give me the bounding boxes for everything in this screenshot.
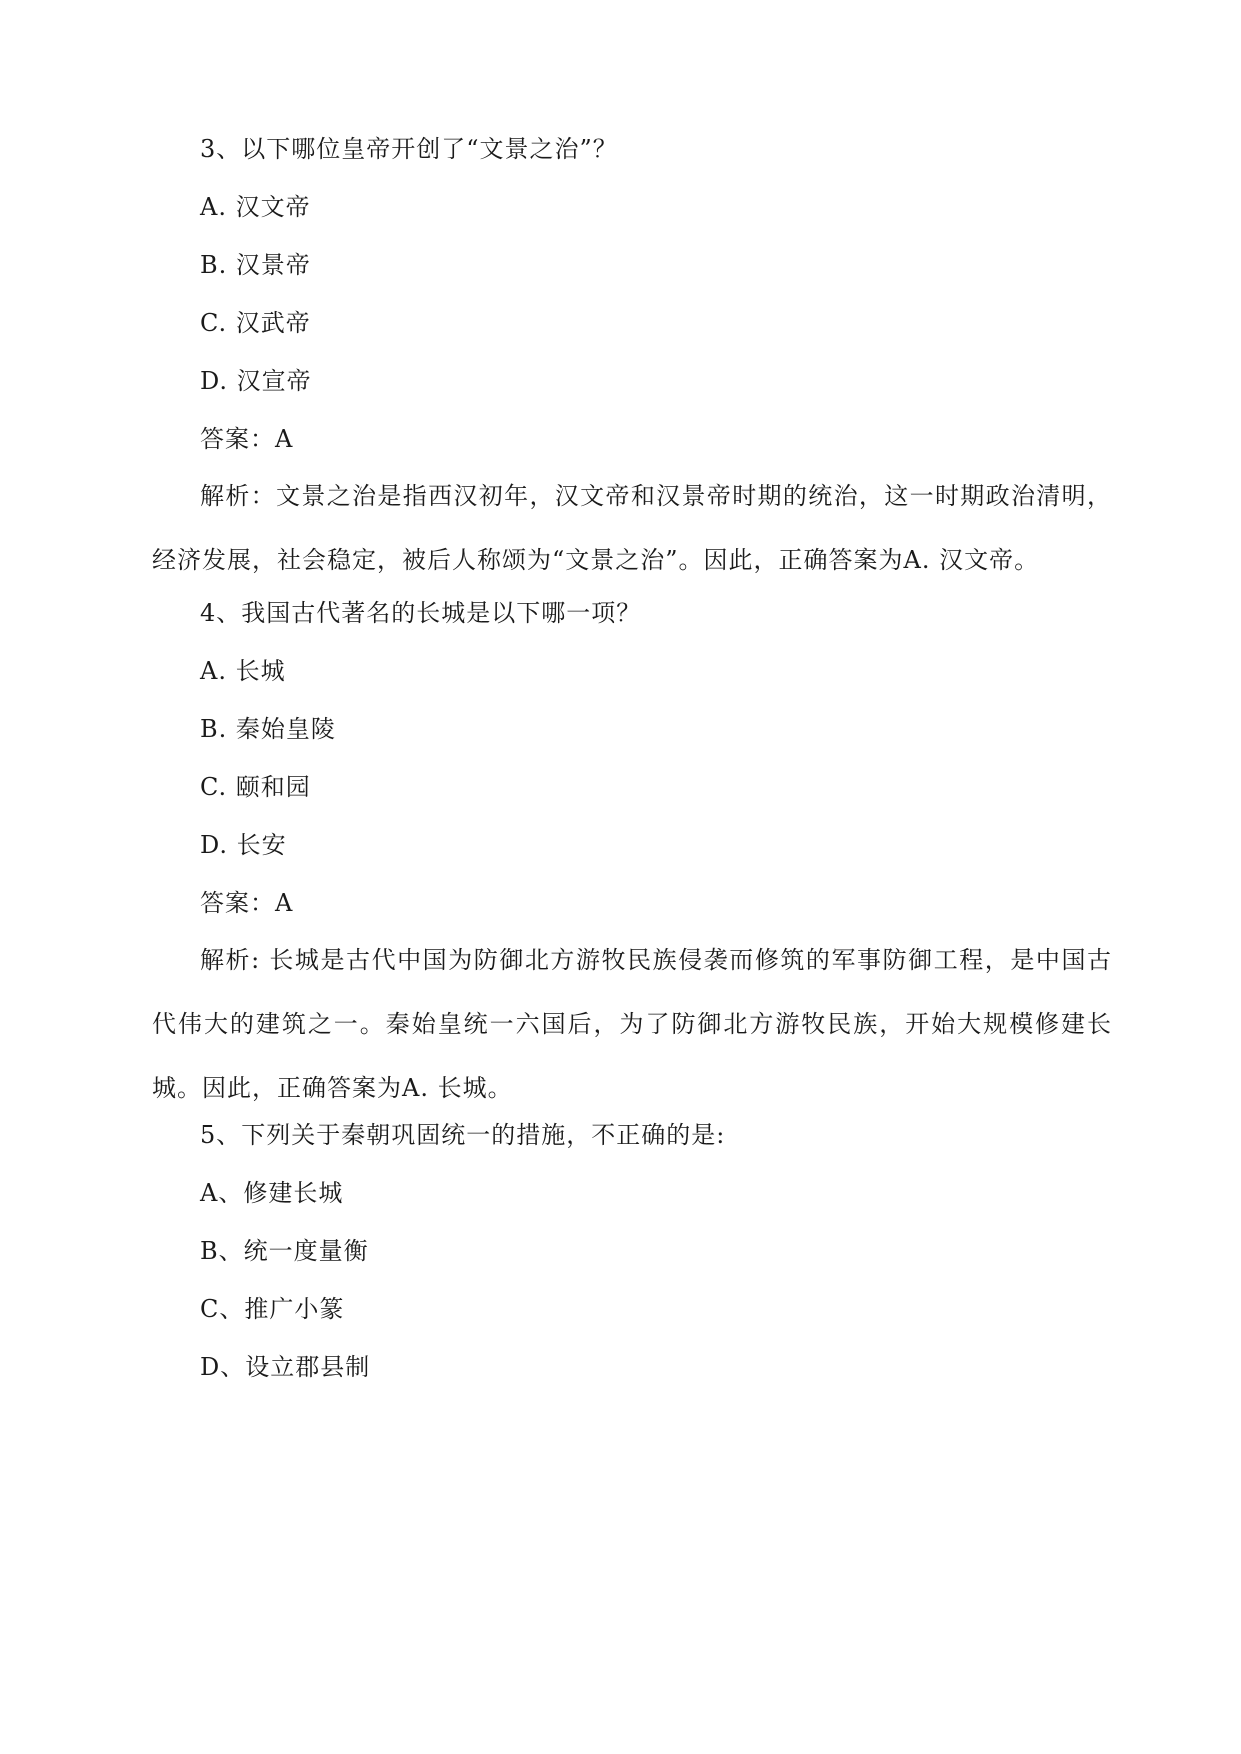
question-3-option-b: B. 汉景帝 — [200, 251, 311, 279]
question-4-analysis: 解析: 长城是古代中国为防御北方游牧民族侵袭而修筑的军事防御工程，是中国古代伟大的建筑之一。秦始皇统一六国后，为了防御北方游牧民族，开始大规模修建长城。因此，正确答案为A. 长城。 — [152, 946, 1112, 1102]
question-4-answer: 答案：A — [200, 889, 294, 917]
question-3-option-a: A. 汉文帝 — [200, 193, 311, 221]
question-3-option-d: D. 汉宣帝 — [200, 367, 312, 395]
question-5-option-d: D、设立郡县制 — [200, 1353, 371, 1381]
question-3-answer: 答案：A — [200, 425, 294, 453]
question-3-analysis: 解析：文景之治是指西汉初年，汉文帝和汉景帝时期的统治，这一时期政治清明，经济发展，社会稳定，被后人称颂为“文景之治”。因此，正确答案为A. 汉文帝。 — [152, 482, 1112, 574]
question-3-title: 3、以下哪位皇帝开创了“文景之治”？ — [200, 135, 618, 163]
question-3-option-c: C. 汉武帝 — [200, 309, 311, 337]
question-5-option-c: C、推广小篆 — [200, 1295, 345, 1323]
question-4-option-d: D. 长安 — [200, 831, 287, 859]
question-4-option-c: C. 颐和园 — [200, 773, 311, 801]
question-5-option-a: A、修建长城 — [200, 1179, 344, 1207]
question-4-option-b: B. 秦始皇陵 — [200, 715, 336, 743]
question-5-option-b: B、统一度量衡 — [200, 1237, 369, 1265]
question-4-title: 4、我国古代著名的长城是以下哪一项？ — [200, 599, 642, 627]
question-5-title: 5、下列关于秦朝巩固统一的措施，不正确的是: — [200, 1121, 726, 1149]
question-4-option-a: A. 长城 — [200, 657, 286, 685]
